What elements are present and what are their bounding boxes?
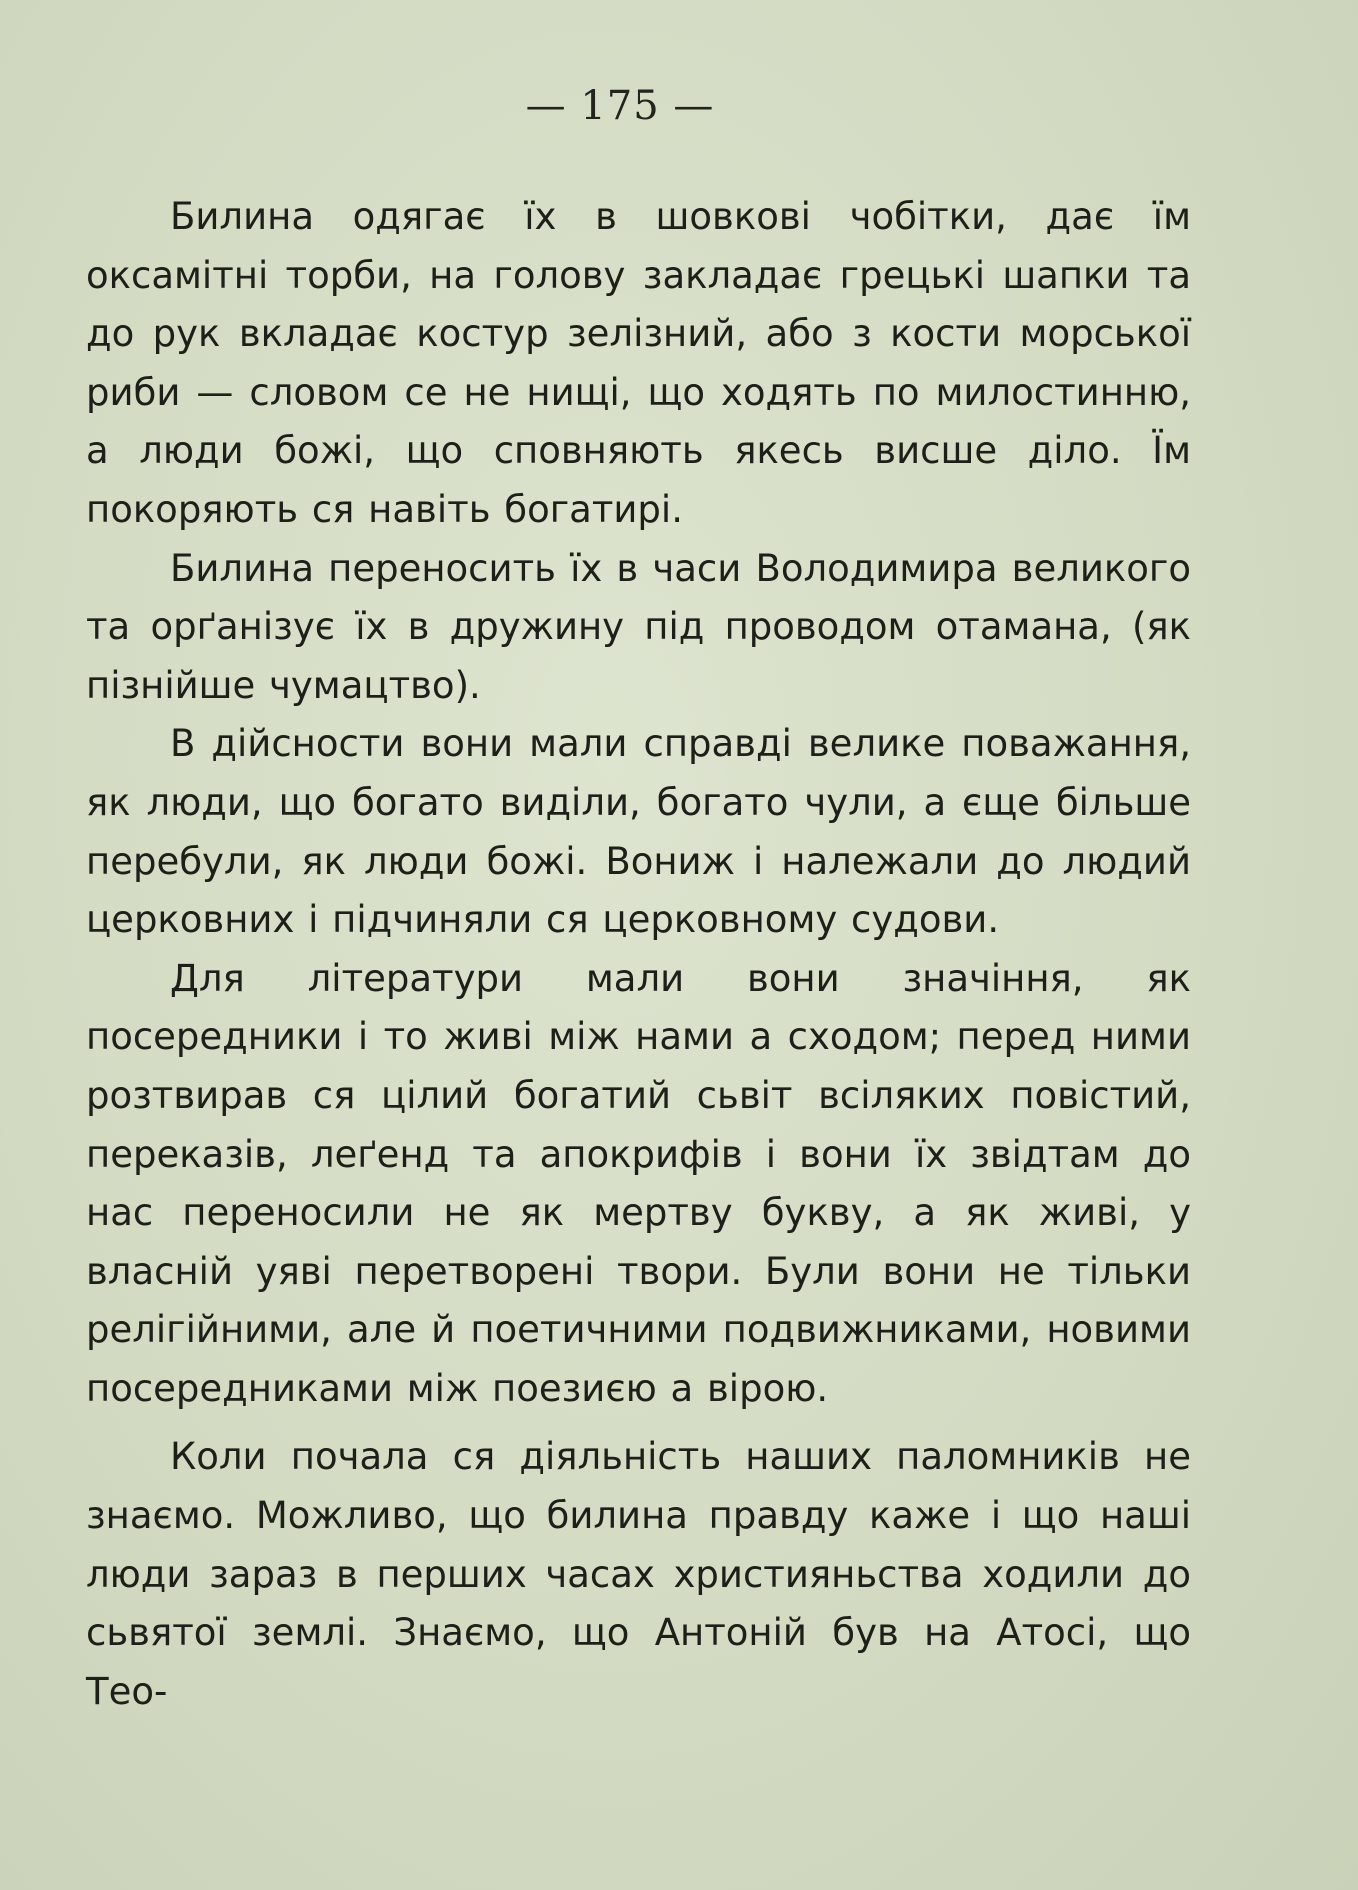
paragraph: Билина переносить їх в часи Володимира великого та орґанізує їх в дружину під проводом отамана, (як пізнійше чумацтво). <box>86 546 1191 707</box>
body-text <box>86 188 1191 1721</box>
paragraph: Коли почала ся діяльність наших паломників не знаємо. Можливо, що билина правду каже і що наші люди зараз в перших часах християньства ходили до сьвятої землі. Знаємо, що Антоній був на Атосі, що Тео- <box>86 1435 1191 1713</box>
paragraph: Билина одягає їх в шовкові чобітки, дає їм оксамітні торби, на голову закладає грецькі шапки та до рук вкладає костур зелізний, або з кости морської риби — словом се не нищі, що ходять по милостинню, а люди божі, що сповняють якесь висше діло. Їм покоряють ся навіть богатирі. <box>86 195 1191 531</box>
paragraph: В дійсности вони мали справді велике поважання, як люди, що богато виділи, богато чули, а єще більше перебули, як люди божі. Вониж і належали до людий церковних і підчиняли ся церковному судови. <box>86 722 1191 942</box>
paragraph: Для літератури мали вони значіння, як посередники і то живі між нами а сходом; перед ними розтвирав ся цілий богатий сьвіт всіляких повістий, переказів, леґенд та апокрифів і вони їх звідтам до нас переносили не як мертву букву, а як живі, у власній уяві перетворені твори. Були вони не тільки релігійними, але й поетичними подвижниками, новими посередниками між поезиєю а вірою. <box>86 956 1191 1410</box>
page-number: — 175 — <box>525 83 715 129</box>
